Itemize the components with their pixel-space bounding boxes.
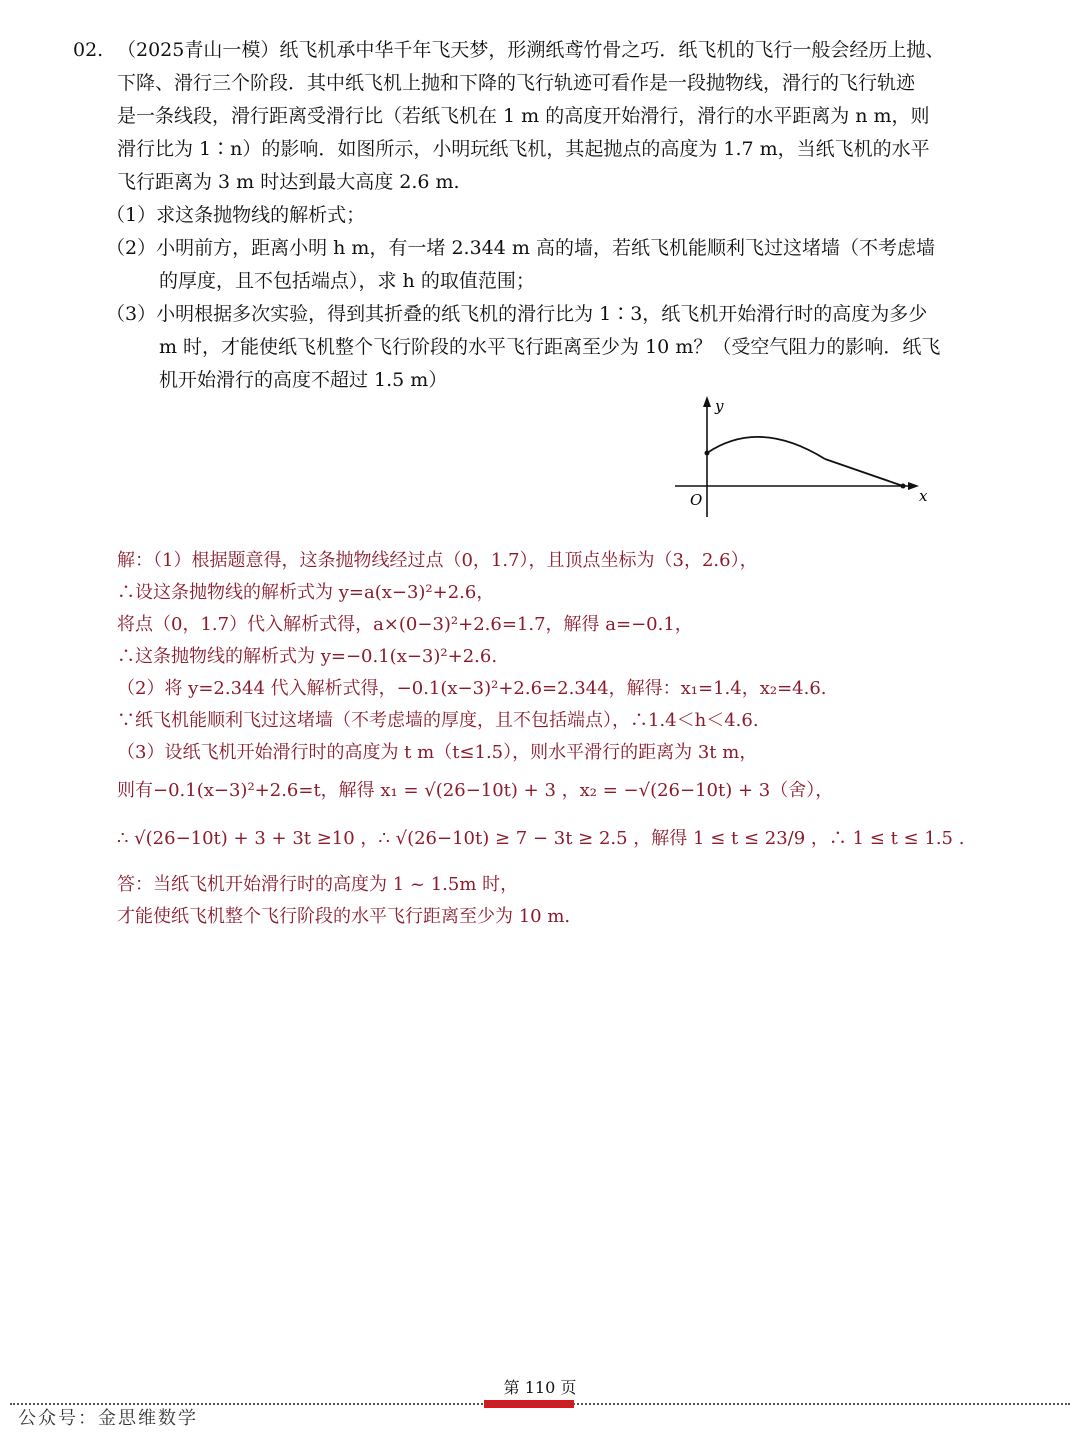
landing-point: [901, 484, 906, 489]
solution-line-3: 将点（0，1.7）代入解析式得，a×(0−3)²+2.6=1.7，解得 a=−0.1，: [117, 614, 693, 635]
y-axis-arrow: [703, 396, 711, 407]
problem-stem-line-4: 滑行比为 1∶n）的影响．如图所示，小明玩纸飞机，其起抛点的高度为 1.7 m，当纸飞机的水平: [117, 138, 930, 160]
answer-line-2: 才能使纸飞机整个飞行阶段的水平飞行距离至少为 10 m.: [117, 906, 571, 927]
solution-line-9: ∴ √(26−10t) + 3 + 3t ≥10 ，∴ √(26−10t) ≥ 7 − 3t ≥ 2.5 ，解得 1 ≤ t ≤ 23/9 ，∴ 1 ≤ t ≤ 1.5 .: [117, 828, 965, 849]
account-label: 公众号：金思维数学: [18, 1408, 198, 1429]
problem-block: [73, 34, 983, 397]
page-number: 第 110 页: [503, 1378, 577, 1397]
trajectory-figure: [665, 392, 945, 527]
origin-label: O: [690, 491, 703, 509]
solution-line-4: ∴这条抛物线的解析式为 y=−0.1(x−3)²+2.6.: [117, 646, 498, 667]
question-3-line-1: （3）小明根据多次实验，得到其折叠的纸飞机的滑行比为 1∶3，纸飞机开始滑行时的高度为多少: [106, 303, 928, 325]
y-axis-label: y: [715, 397, 724, 415]
glide-segment: [825, 459, 903, 486]
x-axis-label: x: [919, 487, 928, 505]
question-1: （1）求这条抛物线的解析式；: [106, 204, 366, 226]
problem-stem-line-1: 02. （2025青山一模）纸飞机承中华千年飞天梦，形溯纸鸢竹骨之巧．纸飞机的飞行一般会经历上抛、: [73, 34, 983, 67]
problem-stem-line-5: 飞行距离为 3 m 时达到最大高度 2.6 m.: [117, 171, 460, 193]
question-3-line-2: m 时，才能使纸飞机整个飞行阶段的水平飞行距离至少为 10 m？（受空气阻力的影响．纸飞: [159, 336, 941, 358]
solution-line-7: （3）设纸飞机开始滑行时的高度为 t m（t≤1.5），则水平滑行的距离为 3t m，: [117, 742, 758, 763]
solution-block: [117, 545, 1017, 933]
solution-line-1: 解：（1）根据题意得，这条抛物线经过点（0，1.7），且顶点坐标为（3，2.6），: [117, 550, 758, 571]
parabola-curve: [707, 437, 825, 459]
answer-line-1: 答：当纸飞机开始滑行时的高度为 1 ~ 1.5m 时，: [117, 874, 519, 895]
problem-stem-line-3: 是一条线段，滑行距离受滑行比（若纸飞机在 1 m 的高度开始滑行，滑行的水平距离为 n m，则: [117, 105, 930, 127]
problem-number: 02.: [73, 39, 104, 61]
x-axis-arrow: [908, 482, 919, 490]
solution-line-5: （2）将 y=2.344 代入解析式得，−0.1(x−3)²+2.6=2.344，解得：x₁=1.4，x₂=4.6.: [117, 678, 827, 699]
problem-stem-line-2: 下降、滑行三个阶段．其中纸飞机上抛和下降的飞行轨迹可看作是一段抛物线，滑行的飞行轨迹: [117, 72, 916, 94]
launch-point: [705, 451, 710, 456]
solution-line-2: ∴设这条抛物线的解析式为 y=a(x−3)²+2.6，: [117, 582, 495, 603]
question-2-line-2: 的厚度，且不包括端点），求 h 的取值范围；: [159, 270, 535, 292]
solution-line-6: ∵纸飞机能顺利飞过这堵墙（不考虑墙的厚度，且不包括端点），∴1.4＜h＜4.6.: [117, 710, 759, 731]
question-3-line-3: 机开始滑行的高度不超过 1.5 m）: [159, 369, 448, 391]
solution-line-8: 则有−0.1(x−3)²+2.6=t，解得 x₁ = √(26−10t) + 3 ，x₂ = −√(26−10t) + 3（舍），: [117, 780, 834, 801]
question-2-line-1: （2）小明前方，距离小明 h m，有一堵 2.344 m 高的墙，若纸飞机能顺利飞过这堵墙（不考虑墙: [106, 237, 935, 259]
